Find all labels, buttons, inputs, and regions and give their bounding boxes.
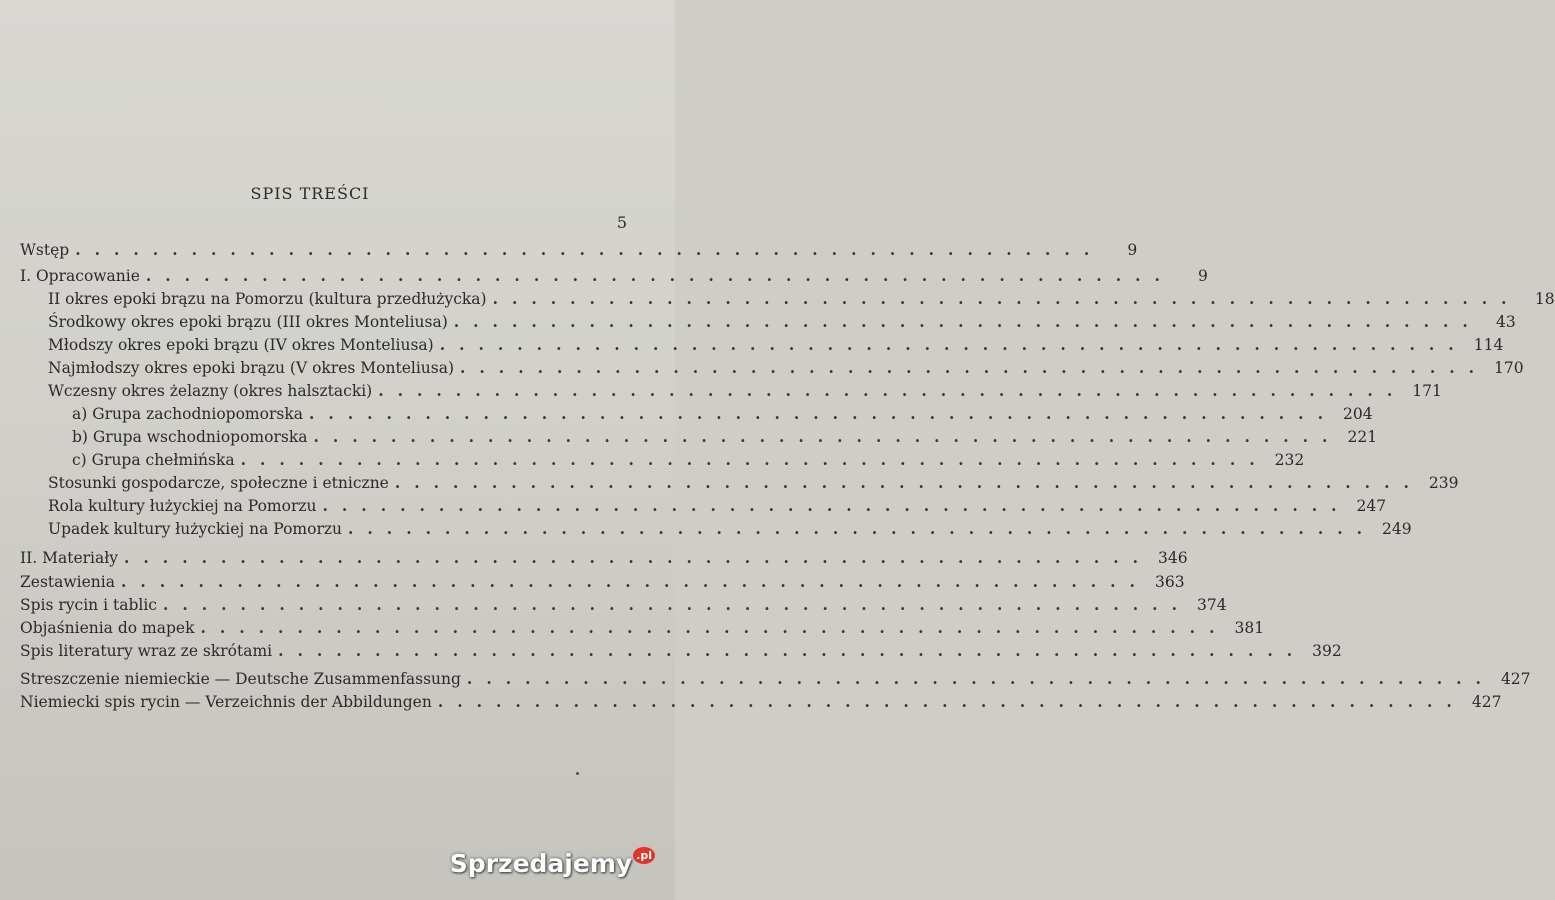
toc-entry-label: Spis literatury wraz ze skrótami [20,642,273,660]
toc-entry-label: Stosunki gospodarcze, społeczne i etniczne [48,474,389,492]
toc-entry [20,641,1342,663]
toc-entry-label: b) Grupa wschodniopomorska [72,428,308,446]
toc-entry [48,358,1524,380]
toc-entry [48,312,1516,334]
toc-entry-label: Wstęp [20,241,70,259]
toc-entry [20,692,1502,714]
toc-entry-page: 9 [1127,241,1138,259]
toc-entry-page: 247 [1356,497,1387,515]
toc-entry-label: Zestawienia [20,573,115,591]
toc-entry [72,450,1305,472]
toc-entry-label: Objaśnienia do mapek [20,619,195,637]
toc-entry-page: 392 [1312,642,1342,660]
toc-entry-label: Młodszy okres epoki brązu (IV okres Monteliusa) [48,336,434,354]
toc-entry-page: 170 [1494,359,1524,377]
toc-leader-dots: ..................................................... [466,669,1495,688]
watermark-badge: .pl [633,847,655,864]
toc-leader-dots: ..................................................... [124,548,1153,567]
toc-leader-dots: ..................................................... [240,450,1269,469]
toc-entry-label: Niemiecki spis rycin — Verzeichnis der Abbildungen [20,693,432,711]
toc-leader-dots: ..................................................... [162,595,1191,614]
toc-entry [48,381,1442,403]
toc-leader-dots: ..................................................... [492,289,1521,308]
toc-entry [48,496,1387,518]
toc-entry-label: I. Opracowanie [20,267,140,285]
toc-leader-dots: ..................................................... [348,519,1377,538]
toc-entry-label: Środkowy okres epoki brązu (III okres Monteliusa) [48,313,448,331]
toc-leader-dots: ..................................................... [75,240,1104,259]
toc-entry [72,404,1373,426]
toc-leader-dots: ..................................................... [460,358,1489,377]
toc-entry [20,618,1265,640]
toc-entry-page: 427 [1471,693,1502,711]
toc-entry-label: Wczesny okres żelazny (okres halsztacki) [48,382,373,400]
toc-entry-page: 18 [1534,290,1555,308]
toc-entry [72,427,1378,449]
toc-entry [48,473,1459,495]
toc-entry-page: 204 [1342,405,1373,423]
toc-leader-dots: ..................................................... [439,335,1468,354]
toc-entry-page: 43 [1496,313,1516,331]
toc-leader-dots: ..................................................... [378,381,1407,400]
toc-entry-label: c) Grupa chełmińska [72,451,235,469]
toc-entry-page: 221 [1347,428,1378,446]
toc-entry [20,240,1138,262]
toc-entry-page: 114 [1473,336,1504,354]
paper-speck [576,772,579,775]
toc-leader-dots: ..................................................... [437,692,1466,711]
toc-leader-dots: ..................................................... [278,641,1307,660]
toc-leader-dots: ..................................................... [394,473,1423,492]
watermark-text: Sprzedajemy [449,849,633,878]
toc-entry-page: 9 [1198,267,1208,285]
toc-leader-dots: ..................................................... [145,266,1174,285]
toc-entry-label: a) Grupa zachodniopomorska [72,405,303,423]
toc-entry-label: Upadek kultury łużyckiej na Pomorzu [48,520,343,538]
toc-entry-page: 232 [1274,451,1305,469]
toc-first-page-number: 5 [616,213,627,232]
toc-entry-page: 381 [1234,619,1265,637]
toc-entry-label: II okres epoki brązu na Pomorzu (kultura przedłużycka) [48,290,487,308]
toc-entry-page: 239 [1428,474,1459,492]
toc-entry [20,669,1531,691]
toc-entry [48,519,1412,541]
toc-entry [20,572,1185,594]
page-title: SPIS TREŚCI [250,184,370,203]
toc-entry [20,266,1208,288]
toc-entry [20,595,1227,617]
toc-entry-label: II. Materiały [20,549,119,567]
toc-entry [48,289,1555,311]
toc-leader-dots: ..................................................... [322,496,1351,515]
toc-entry-label: Streszczenie niemieckie — Deutsche Zusammenfassung [20,670,461,688]
toc-entry-page: 427 [1500,670,1531,688]
toc-leader-dots: ..................................................... [313,427,1342,446]
toc-entry [48,335,1504,357]
toc-entry-page: 346 [1158,549,1188,567]
toc-entry-page: 363 [1154,573,1185,591]
toc-leader-dots: ..................................................... [120,572,1149,591]
toc-entry-label: Najmłodszy okres epoki brązu (V okres Monteliusa) [48,359,455,377]
toc-entry-label: Spis rycin i tablic [20,596,157,614]
toc-leader-dots: ..................................................... [453,312,1482,331]
toc-entry-label: Rola kultury łużyckiej na Pomorzu [48,497,317,515]
toc-entry-page: 374 [1196,596,1227,614]
toc-leader-dots: ..................................................... [200,618,1229,637]
toc-leader-dots: ..................................................... [308,404,1337,423]
toc-entry-page: 171 [1412,382,1442,400]
toc-entry-page: 249 [1382,520,1412,538]
toc-entry [20,548,1188,570]
sprzedajemy-watermark-logo [450,849,655,878]
